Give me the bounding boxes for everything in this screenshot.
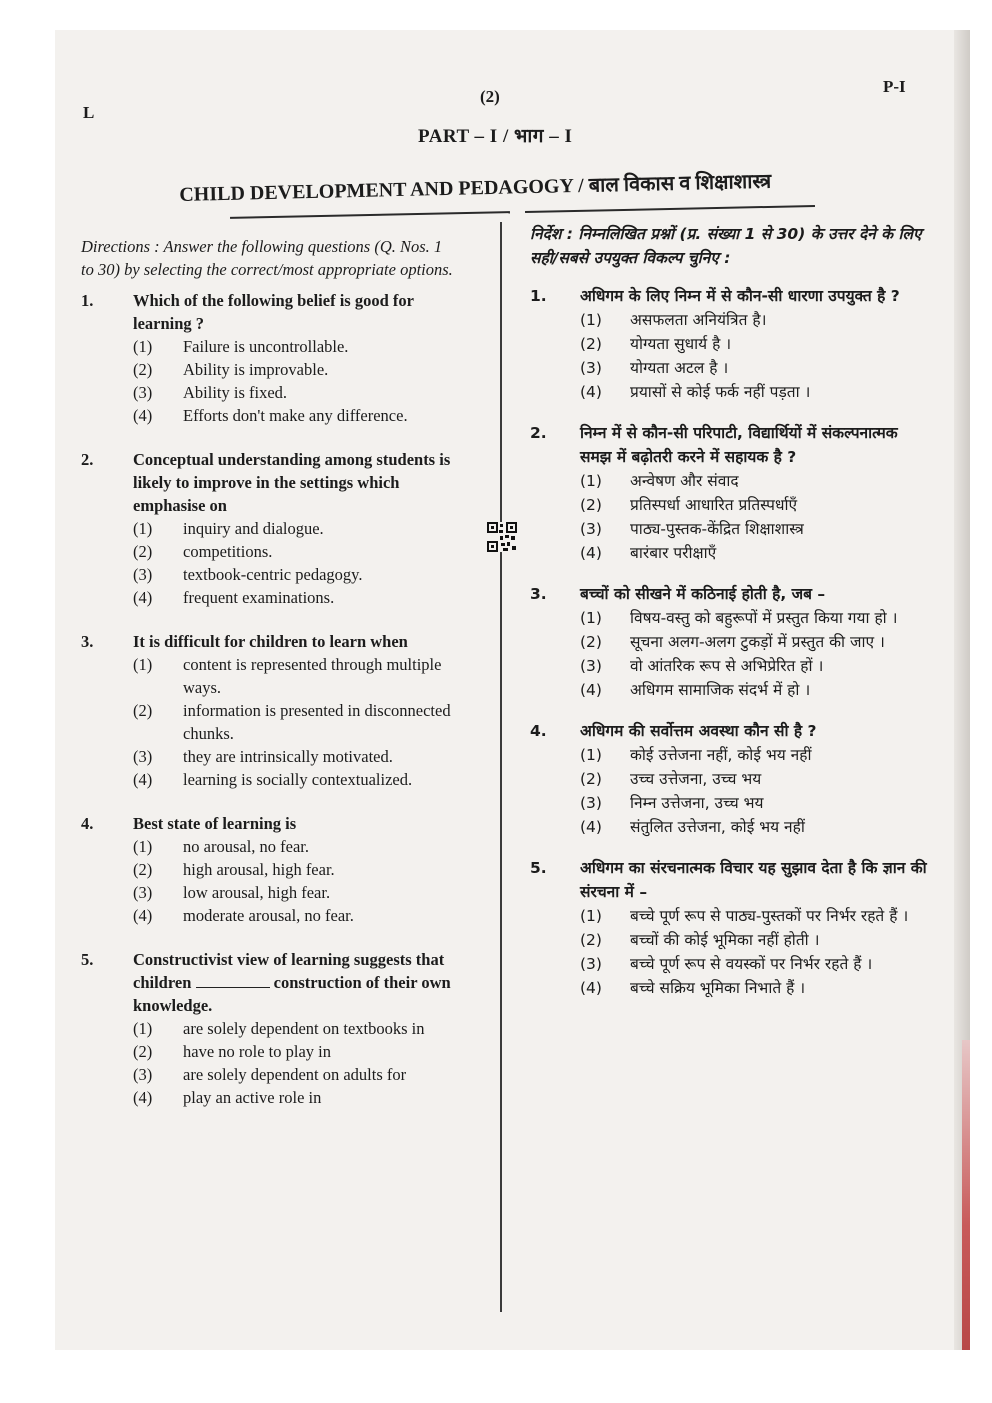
- option-number: (4): [133, 406, 153, 425]
- option: [580, 678, 930, 702]
- option-text: बच्चे पूर्ण रूप से पाठ्य-पुस्तकों पर निर्भर रहते हैं ।: [630, 907, 909, 925]
- option: [133, 1086, 459, 1109]
- option-text: they are intrinsically motivated.: [183, 747, 393, 766]
- option: [580, 630, 930, 654]
- question-4-hi: [530, 719, 930, 839]
- option-number: (4): [580, 681, 602, 699]
- option: [580, 904, 930, 928]
- series-label: L: [83, 103, 95, 122]
- option-text: बारंबार परीक्षाएँ: [630, 544, 717, 562]
- question-text: अधिगम का संरचनात्मक विचार यह सुझाव देता है कि ज्ञान की संरचना में –: [580, 859, 927, 901]
- option: [580, 469, 930, 493]
- option: [133, 404, 459, 427]
- option-text: have no role to play in: [183, 1042, 332, 1061]
- option-text: Efforts don't make any difference.: [183, 406, 408, 425]
- option-number: (2): [580, 335, 602, 353]
- option: [580, 767, 930, 791]
- option: [580, 541, 930, 565]
- option-text: अन्वेषण और संवाद: [630, 472, 739, 490]
- option-text: moderate arousal, no fear.: [183, 906, 354, 925]
- option-text: are solely dependent on textbooks in: [183, 1019, 425, 1038]
- option-text: प्रतिस्पर्धा आधारित प्रतिस्पर्धाएँ: [630, 496, 798, 514]
- option: [580, 517, 930, 541]
- part-heading: PART – I / भाग – I: [418, 126, 573, 147]
- option-number: (4): [133, 1088, 153, 1107]
- question-text: अधिगम की सर्वोत्तम अवस्था कौन सी है ?: [580, 722, 817, 740]
- option-text: कोई उत्तेजना नहीं, कोई भय नहीं: [630, 746, 812, 764]
- page-edge-red: [962, 1040, 970, 1350]
- question-2-en: [81, 448, 459, 609]
- question-text: [133, 948, 459, 1017]
- question-number: 1.: [530, 287, 547, 305]
- option-text: Failure is uncontrollable.: [183, 337, 349, 356]
- option-number: (1): [580, 907, 602, 925]
- english-column: [81, 235, 459, 1130]
- question-5-en: [81, 948, 459, 1109]
- option-text: low arousal, high fear.: [183, 883, 331, 902]
- option-number: (2): [133, 1042, 153, 1061]
- option: [133, 881, 459, 904]
- option-text: बच्चे सक्रिय भूमिका निभाते हैं ।: [630, 979, 806, 997]
- option-number: (2): [580, 633, 602, 651]
- option-number: (4): [580, 383, 602, 401]
- option-text: अधिगम सामाजिक संदर्भ में हो ।: [630, 681, 811, 699]
- question-4-en: [81, 812, 459, 927]
- option-number: (1): [133, 337, 153, 356]
- option: [580, 308, 930, 332]
- option-number: (1): [133, 837, 153, 856]
- option-text: बच्चे पूर्ण रूप से वयस्कों पर निर्भर रहते हैं ।: [630, 955, 873, 973]
- option: [133, 540, 459, 563]
- option-text: निम्न उत्तेजना, उच्च भय: [630, 794, 764, 812]
- english-directions: Directions : Answer the following questions (Q. Nos. 1 to 30) by selecting the correct/most appropriate options.: [81, 237, 453, 279]
- exam-page: [55, 30, 970, 1350]
- column-divider: [500, 222, 502, 1312]
- option: [580, 952, 930, 976]
- option: [580, 976, 930, 1000]
- option-number: (4): [580, 818, 602, 836]
- option-text: inquiry and dialogue.: [183, 519, 324, 538]
- option: [133, 517, 459, 540]
- option-number: (2): [580, 770, 602, 788]
- option-text: textbook-centric pedagogy.: [183, 565, 363, 584]
- question-5-hi: [530, 856, 930, 1000]
- option: [133, 835, 459, 858]
- question-1-hi: [530, 284, 930, 404]
- question-number: 2.: [81, 450, 94, 469]
- question-text: निम्न में से कौन-सी परिपाटी, विद्यार्थियों में संकल्पनात्मक समझ में बढ़ोतरी करने में सहायक है ?: [580, 424, 898, 466]
- option-text: Ability is fixed.: [183, 383, 288, 402]
- option-number: (3): [133, 565, 153, 584]
- option-number: (2): [133, 542, 153, 561]
- question-text: बच्चों को सीखने में कठिनाई होती है, जब –: [580, 585, 826, 603]
- option-number: (2): [580, 931, 602, 949]
- option-text: विषय-वस्तु को बहुरूपों में प्रस्तुत किया गया हो ।: [630, 609, 898, 627]
- option-text: वो आंतरिक रूप से अभिप्रेरित हों ।: [630, 657, 824, 675]
- option-number: (3): [580, 955, 602, 973]
- option-number: (3): [580, 657, 602, 675]
- question-1-en: [81, 289, 459, 427]
- heading-underline-left: [230, 211, 510, 219]
- question-text: It is difficult for children to learn when: [133, 632, 408, 651]
- question-number: 5.: [530, 859, 547, 877]
- option-number: (3): [580, 794, 602, 812]
- option-text: बच्चों की कोई भूमिका नहीं होती ।: [630, 931, 820, 949]
- option: [580, 791, 930, 815]
- option-number: (1): [580, 311, 602, 329]
- hindi-column: [530, 222, 930, 1017]
- option: [133, 335, 459, 358]
- option: [133, 1063, 459, 1086]
- option: [133, 381, 459, 404]
- option: [133, 653, 459, 699]
- question-3-en: [81, 630, 459, 791]
- option: [133, 858, 459, 881]
- option-text: frequent examinations.: [183, 588, 335, 607]
- option: [580, 654, 930, 678]
- option: [133, 358, 459, 381]
- option-number: (3): [133, 383, 153, 402]
- option-number: (2): [133, 701, 153, 720]
- option-text: उच्च उत्तेजना, उच्च भय: [630, 770, 762, 788]
- option-number: (1): [133, 1019, 153, 1038]
- option-text: असफलता अनियंत्रित है।: [630, 311, 767, 329]
- option: [580, 815, 930, 839]
- option-text: Ability is improvable.: [183, 360, 329, 379]
- option-text: सूचना अलग-अलग टुकड़ों में प्रस्तुत की जाए ।: [630, 633, 885, 651]
- question-2-hi: [530, 421, 930, 565]
- option-text: योग्यता अटल है ।: [630, 359, 729, 377]
- subject-heading: CHILD DEVELOPMENT AND PEDAGOGY / बाल विकास व शिक्षाशास्त्र: [179, 170, 772, 206]
- option: [580, 380, 930, 404]
- question-text: Conceptual understanding among students is likely to improve in the settings which emphasise on: [133, 450, 451, 515]
- option-text: play an active role in: [183, 1088, 322, 1107]
- option-number: (4): [580, 544, 602, 562]
- option-text: संतुलित उत्तेजना, कोई भय नहीं: [630, 818, 805, 836]
- option-text: competitions.: [183, 542, 273, 561]
- option-number: (1): [580, 746, 602, 764]
- answer-blank: [196, 987, 270, 988]
- option: [580, 606, 930, 630]
- question-number: 2.: [530, 424, 547, 442]
- option-number: (1): [580, 609, 602, 627]
- option: [133, 745, 459, 768]
- question-number: 1.: [81, 291, 94, 310]
- question-number: 3.: [81, 632, 94, 651]
- option-text: high arousal, high fear.: [183, 860, 335, 879]
- option-number: (3): [133, 1065, 153, 1084]
- option-text: पाठ्य-पुस्तक-केंद्रित शिक्षाशास्त्र: [630, 520, 804, 538]
- option-text: content is represented through multiple ways.: [183, 655, 442, 697]
- qr-code-icon: [487, 522, 517, 552]
- option-number: (3): [580, 359, 602, 377]
- option-number: (2): [133, 360, 153, 379]
- option-text: no arousal, no fear.: [183, 837, 309, 856]
- option: [133, 1017, 459, 1040]
- option: [580, 493, 930, 517]
- option-text: information is presented in disconnected chunks.: [183, 701, 451, 743]
- option: [133, 563, 459, 586]
- option: [580, 332, 930, 356]
- option-number: (1): [580, 472, 602, 490]
- question-text: Which of the following belief is good for learning ?: [133, 291, 414, 333]
- question-number: 5.: [81, 950, 94, 969]
- question-text-after-blank: construction of their own knowledge.: [133, 973, 451, 1015]
- option-number: (4): [133, 906, 153, 925]
- option-number: (4): [580, 979, 602, 997]
- option-number: (3): [133, 883, 153, 902]
- option-number: (2): [580, 496, 602, 514]
- option-number: (3): [133, 747, 153, 766]
- option-number: (1): [133, 519, 153, 538]
- option-text: are solely dependent on adults for: [183, 1065, 407, 1084]
- question-number: 3.: [530, 585, 547, 603]
- question-text: Best state of learning is: [133, 814, 297, 833]
- question-3-hi: [530, 582, 930, 702]
- question-number: 4.: [530, 722, 547, 740]
- option: [133, 768, 459, 791]
- option: [133, 586, 459, 609]
- option: [580, 928, 930, 952]
- page-number: (2): [480, 87, 500, 106]
- question-text: अधिगम के लिए निम्न में से कौन-सी धारणा उपयुक्त है ?: [580, 287, 900, 305]
- heading-underline-right: [525, 205, 815, 213]
- paper-code: P-I: [883, 77, 906, 96]
- hindi-directions: निर्देश : निम्नलिखित प्रश्नों (प्र. संख्या 1 से 30) के उत्तर देने के लिए सही/सबसे उपयुक्त विकल्प चुनिए :: [530, 225, 922, 267]
- option-text: योग्यता सुधार्य है ।: [630, 335, 732, 353]
- question-number: 4.: [81, 814, 94, 833]
- question-text-before-blank: Constructivist view of learning suggests that children: [133, 950, 445, 992]
- option-number: (1): [133, 655, 153, 674]
- option: [580, 356, 930, 380]
- option: [133, 904, 459, 927]
- option-number: (2): [133, 860, 153, 879]
- option: [580, 743, 930, 767]
- option-text: learning is socially contextualized.: [183, 770, 413, 789]
- option-text: प्रयासों से कोई फर्क नहीं पड़ता ।: [630, 383, 811, 401]
- option: [133, 699, 459, 745]
- option-number: (4): [133, 588, 153, 607]
- option-number: (4): [133, 770, 153, 789]
- option-number: (3): [580, 520, 602, 538]
- option: [133, 1040, 459, 1063]
